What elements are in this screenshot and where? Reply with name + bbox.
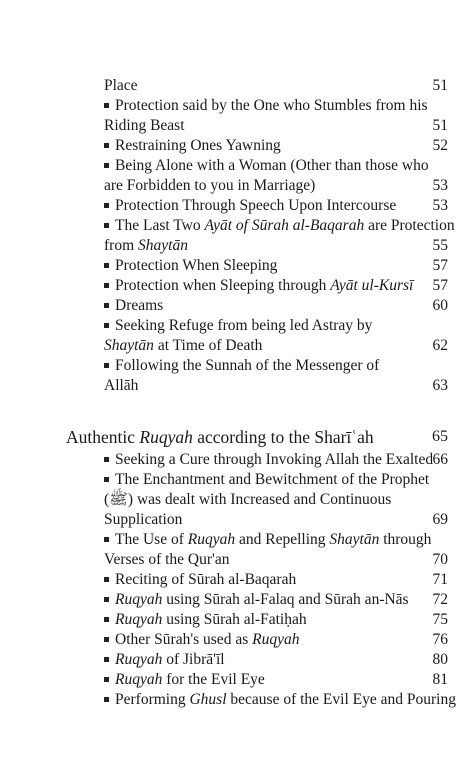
- bullet-icon: [104, 677, 109, 682]
- toc-page-number: 62: [432, 337, 448, 354]
- toc-page-number: 66: [432, 451, 448, 468]
- section-heading-page-number: 65: [432, 428, 448, 445]
- toc-page-number: 72: [432, 591, 448, 608]
- toc-page-number: 60: [432, 297, 448, 314]
- toc-page-number: 63: [432, 377, 448, 394]
- toc-entry-text: The Use of Ruqyah and Repelling Shaytān through: [104, 530, 431, 550]
- toc-entry-text: The Last Two Ayāt of Sūrah al-Baqarah are Protection: [104, 216, 455, 236]
- toc-entry-text: The Enchantment and Bewitchment of the Prophet: [104, 470, 429, 490]
- toc-entry-text-continued: are Forbidden to you in Marriage): [104, 177, 316, 194]
- bullet-icon: [104, 203, 109, 208]
- toc-entry-text: Performing Ghusl because of the Evil Eye and Pouring: [104, 690, 456, 710]
- toc-entry-text: Protection When Sleeping: [104, 256, 277, 276]
- toc-entry-text: Ruqyah using Sūrah al-Fatiḥah: [104, 610, 307, 630]
- bullet-icon: [104, 457, 109, 462]
- toc-entry-text: Following the Sunnah of the Messenger of: [104, 356, 379, 376]
- bullet-icon: [104, 597, 109, 602]
- toc-entry-text: Protection said by the One who Stumbles from his: [104, 96, 428, 116]
- toc-page-number: 75: [432, 611, 448, 628]
- bullet-icon: [104, 263, 109, 268]
- bullet-icon: [104, 697, 109, 702]
- toc-page-number: 69: [432, 511, 448, 528]
- toc-entry-text: Being Alone with a Woman (Other than those who: [104, 156, 429, 176]
- bullet-icon: [104, 103, 109, 108]
- toc-page-number: 81: [432, 671, 448, 688]
- toc-page-number: 76: [432, 631, 448, 648]
- toc-entry-text-continued: from Shaytān: [104, 237, 188, 254]
- toc-entry-text: Seeking a Cure through Invoking Allah the Exalted: [104, 450, 433, 470]
- toc-entry-text-continued: Shaytān at Time of Death: [104, 337, 263, 354]
- bullet-icon: [104, 363, 109, 368]
- bullet-icon: [104, 637, 109, 642]
- section-heading: Authentic Ruqyah according to the Sharīʿah: [66, 427, 374, 447]
- toc-entry-text: Ruqyah for the Evil Eye: [104, 670, 265, 690]
- toc-page-number: 53: [432, 177, 448, 194]
- toc-page-number: 53: [432, 197, 448, 214]
- toc-entry-text-continued: Supplication: [104, 511, 183, 528]
- toc-page-number: 51: [432, 77, 448, 94]
- toc-page-number: 80: [432, 651, 448, 668]
- toc-entry-text: Other Sūrah's used as Ruqyah: [104, 630, 299, 650]
- toc-page-number: 70: [432, 551, 448, 568]
- toc-page-number: 57: [432, 277, 448, 294]
- bullet-icon: [104, 577, 109, 582]
- toc-entry-text: Restraining Ones Yawning: [104, 136, 281, 156]
- toc-entry-text: Protection when Sleeping through Ayāt ul-Kursī: [104, 276, 413, 296]
- bullet-icon: [104, 303, 109, 308]
- toc-entry-text: Seeking Refuge from being led Astray by: [104, 316, 372, 336]
- bullet-icon: [104, 537, 109, 542]
- bullet-icon: [104, 143, 109, 148]
- toc-entry-text-continued: Verses of the Qur'an: [104, 551, 230, 568]
- toc-page-number: 55: [432, 237, 448, 254]
- bullet-icon: [104, 323, 109, 328]
- bullet-icon: [104, 657, 109, 662]
- toc-entry-text-continued: (ﷺ) was dealt with Increased and Continuous: [104, 491, 392, 508]
- toc-entry-text: Protection Through Speech Upon Intercourse: [104, 196, 396, 216]
- toc-entry-text: Ruqyah using Sūrah al-Falaq and Sūrah an-Nās: [104, 590, 409, 610]
- toc-page-number: 57: [432, 257, 448, 274]
- bullet-icon: [104, 617, 109, 622]
- bullet-icon: [104, 283, 109, 288]
- toc-entry-text-continued: Allāh: [104, 377, 139, 394]
- toc-entry-text: Place: [104, 77, 138, 94]
- bullet-icon: [104, 223, 109, 228]
- toc-entry-text: Reciting of Sūrah al-Baqarah: [104, 570, 296, 590]
- toc-page-number: 71: [432, 571, 448, 588]
- toc-entry-text: Dreams: [104, 296, 163, 316]
- toc-entry-text-continued: Riding Beast: [104, 117, 185, 134]
- toc-entry-text: Ruqyah of Jibrā'īl: [104, 650, 225, 670]
- bullet-icon: [104, 477, 109, 482]
- bullet-icon: [104, 163, 109, 168]
- toc-page-number: 52: [432, 137, 448, 154]
- toc-page-number: 51: [432, 117, 448, 134]
